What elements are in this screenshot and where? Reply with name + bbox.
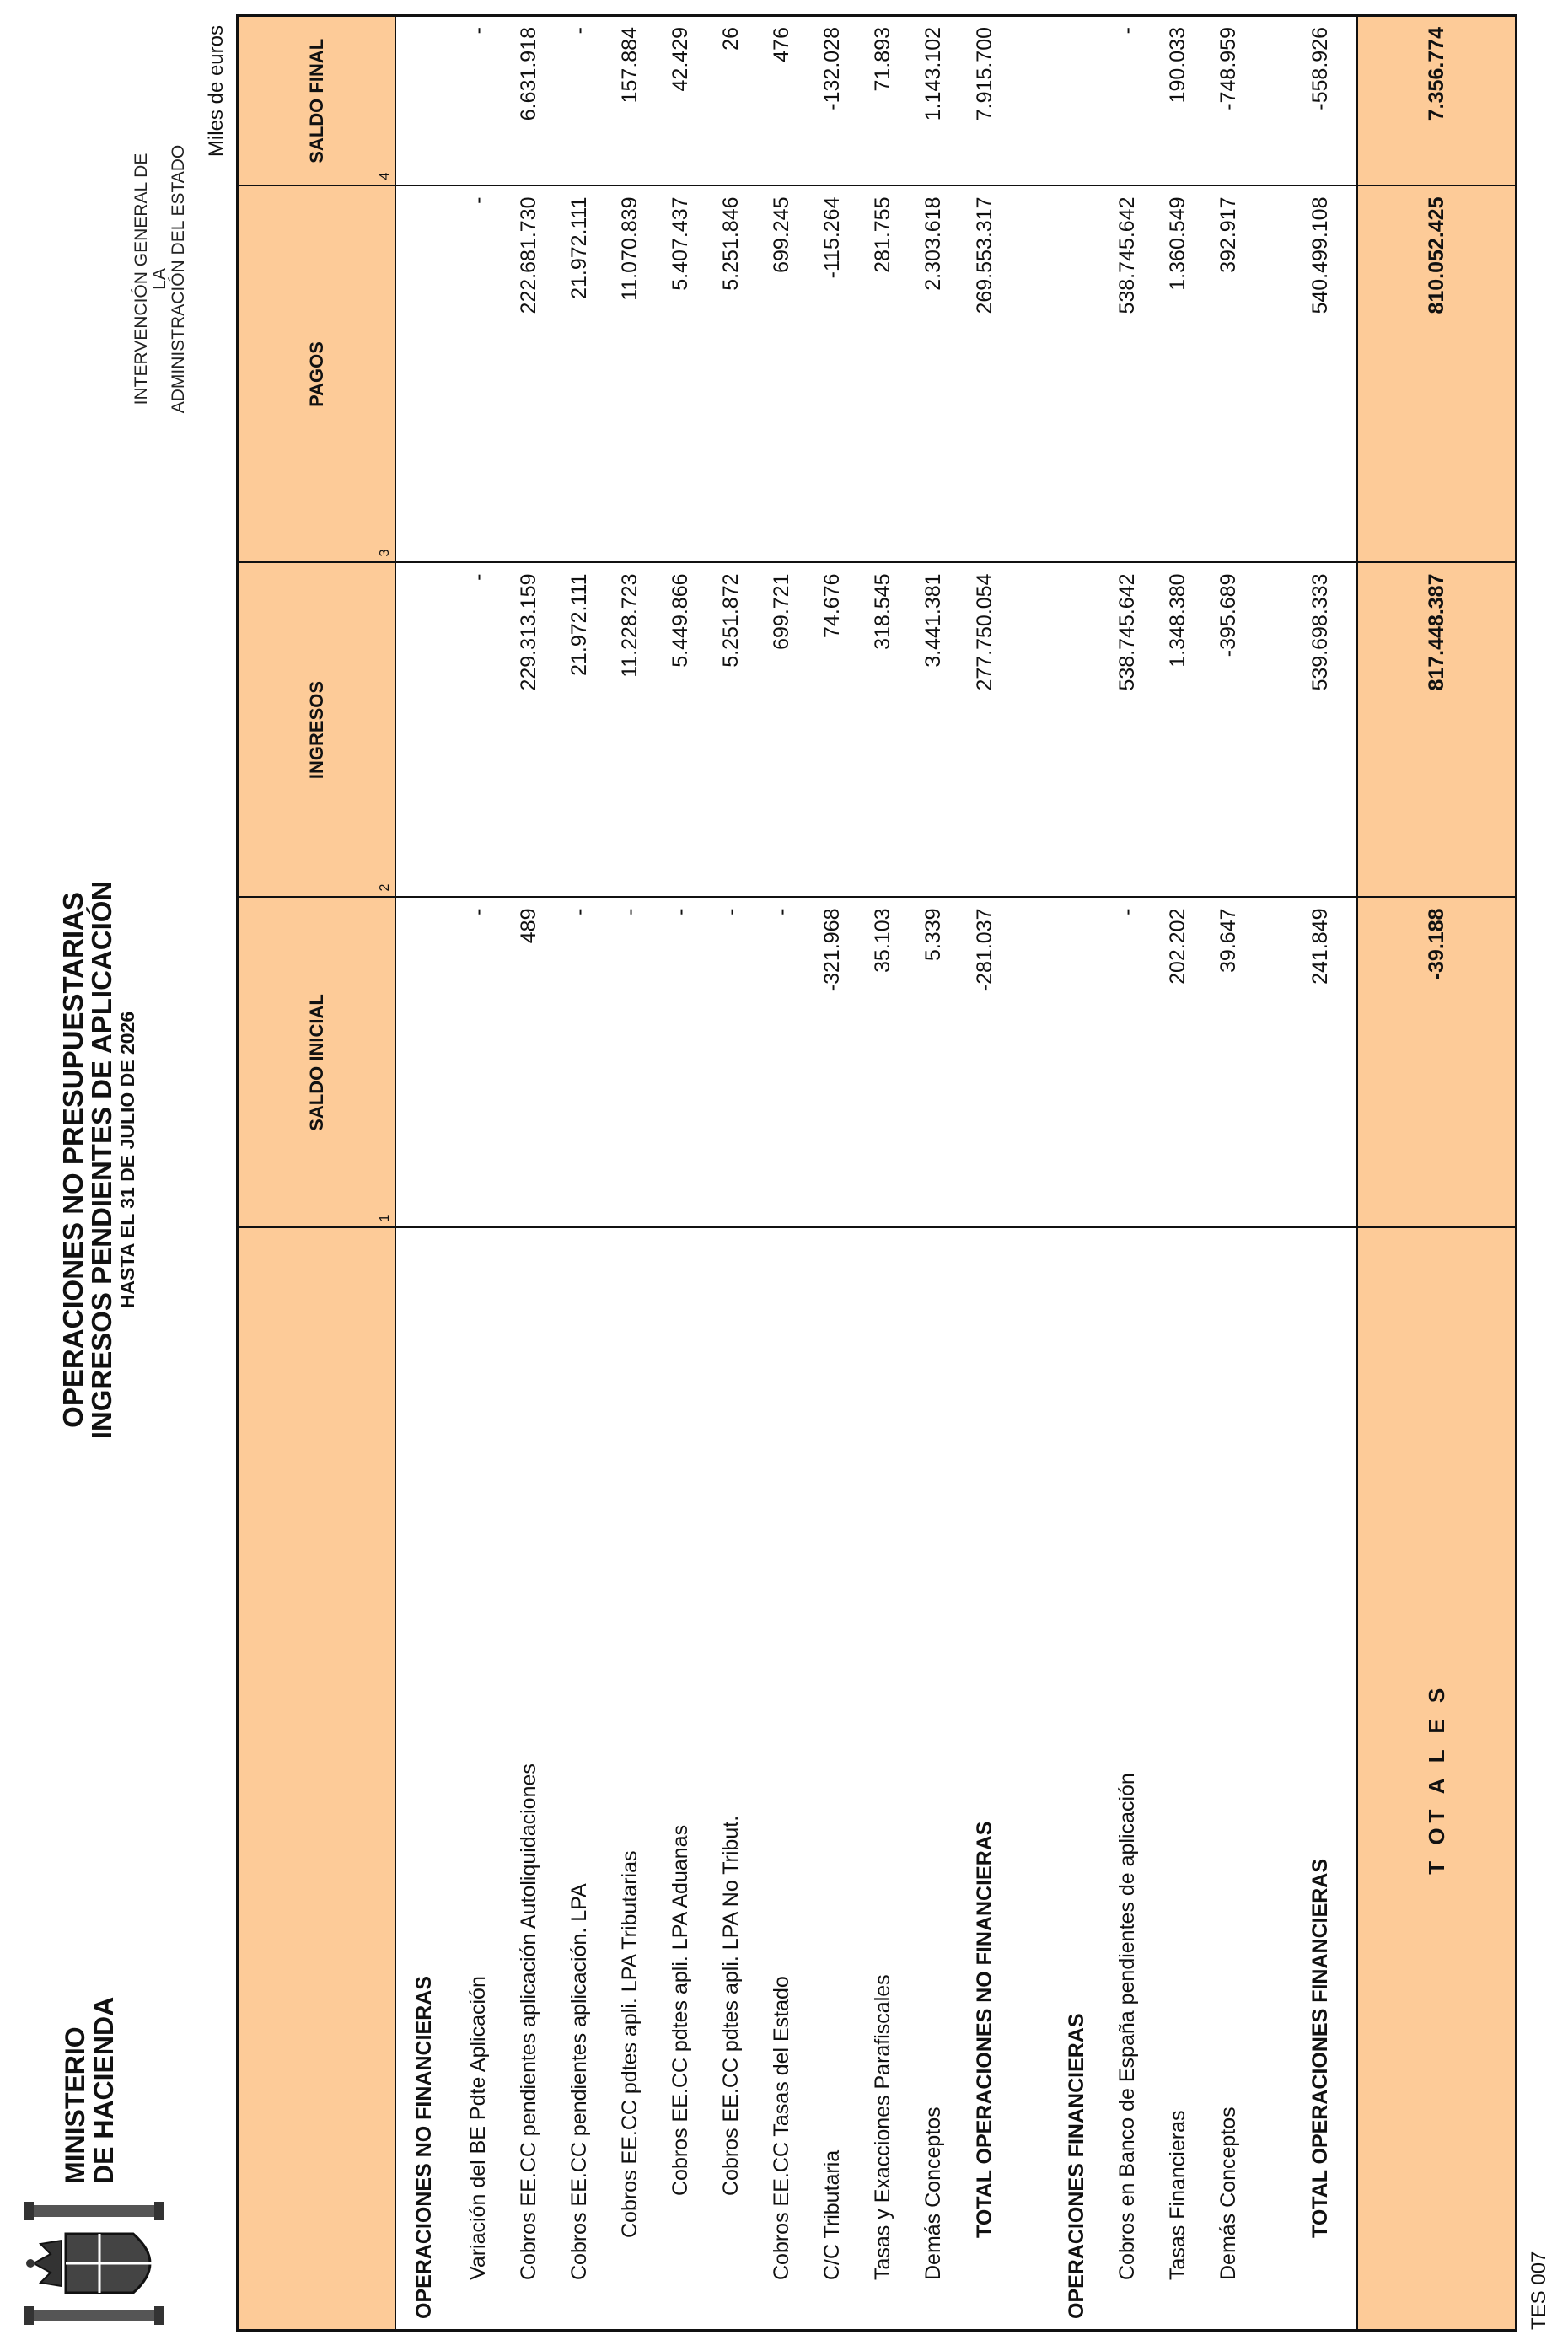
totals-value: 7.356.774 (1357, 16, 1517, 186)
row-label: Tasas y Exacciones Parafiscales (857, 1228, 908, 2331)
title-line-1: OPERACIONES NO PRESUPUESTARIAS (57, 892, 89, 1428)
cell-value: - (554, 898, 604, 1228)
table-row (1011, 16, 1051, 2331)
cell-value: 392.917 (1203, 186, 1254, 563)
row-label: Cobros EE.CC pendientes aplicación Autoliquidaciones (503, 1228, 554, 2331)
empty-cell (1346, 16, 1357, 186)
cell-value: 5.407.437 (655, 186, 706, 563)
cell-value: -748.959 (1203, 16, 1254, 186)
units-label: Miles de euros (205, 25, 228, 158)
cell-value: 5.339 (908, 898, 959, 1228)
header-saldo-inicial: SALDO INICIAL 1 (238, 898, 396, 1228)
agency-name (132, 144, 188, 414)
cell-value (1011, 186, 1051, 563)
cell-value: -558.926 (1294, 16, 1346, 186)
cell-value: 5.251.872 (706, 563, 756, 898)
ministry-line-2: DE HACIENDA (89, 1996, 119, 2184)
cell-value: 39.647 (1203, 898, 1254, 1228)
table-row (503, 16, 554, 2331)
cell-value: 7.915.700 (959, 16, 1011, 186)
cell-value: 539.698.333 (1294, 563, 1346, 898)
cell-value (1011, 563, 1051, 898)
table-row (857, 16, 908, 2331)
cell-value (1051, 186, 1102, 563)
cell-value: -281.037 (959, 898, 1011, 1228)
cell-value: 538.745.642 (1102, 186, 1152, 563)
cell-value: 1.360.549 (1152, 186, 1203, 563)
cell-value: 11.070.839 (604, 186, 655, 563)
table-row (706, 16, 756, 2331)
totals-label: T OT A L E S (1357, 1228, 1517, 2331)
cell-value: 1.348.380 (1152, 563, 1203, 898)
cell-value: 277.750.054 (959, 563, 1011, 898)
cell-value: - (1102, 898, 1152, 1228)
row-label: OPERACIONES NO FINANCIERAS (395, 1228, 453, 2331)
cell-value: 11.228.723 (604, 563, 655, 898)
header-concept (238, 1228, 396, 2331)
cell-value (1011, 898, 1051, 1228)
header-ingresos: INGRESOS 2 (238, 563, 396, 898)
totals-value: 810.052.425 (1357, 186, 1517, 563)
row-label (1254, 1228, 1294, 2331)
cell-value: 538.745.642 (1102, 563, 1152, 898)
ministry-line-1: MINISTERIO (60, 2026, 90, 2184)
cell-value: - (554, 16, 604, 186)
report-title (59, 722, 138, 1598)
cell-value: - (453, 186, 503, 563)
cell-value (395, 563, 453, 898)
cell-value: -132.028 (807, 16, 857, 186)
table-row (554, 16, 604, 2331)
table-row (453, 16, 503, 2331)
cell-value (1011, 16, 1051, 186)
cell-value (1051, 16, 1102, 186)
cell-value: 190.033 (1152, 16, 1203, 186)
report-code: TES 007 (1528, 2251, 1550, 2330)
row-label: Tasas Financieras (1152, 1228, 1203, 2331)
row-label: Demás Conceptos (1203, 1228, 1254, 2331)
cell-value: - (706, 898, 756, 1228)
table-row (908, 16, 959, 2331)
cell-value: 222.681.730 (503, 186, 554, 563)
cell-value: 42.429 (655, 16, 706, 186)
cell-value: -321.968 (807, 898, 857, 1228)
cell-value: - (655, 898, 706, 1228)
cell-value: 281.755 (857, 186, 908, 563)
cell-value (1051, 898, 1102, 1228)
table-row (1254, 16, 1294, 2331)
empty-cell (1346, 1228, 1357, 2331)
row-label: Variación del BE Pdte Aplicación (453, 1228, 503, 2331)
cell-value (395, 898, 453, 1228)
table-row (756, 16, 807, 2331)
table-row (1203, 16, 1254, 2331)
cell-value: - (1102, 16, 1152, 186)
cell-value: 26 (706, 16, 756, 186)
cell-value: 202.202 (1152, 898, 1203, 1228)
cell-value: 5.251.846 (706, 186, 756, 563)
cell-value: 21.972.111 (554, 563, 604, 898)
cell-value: - (453, 898, 503, 1228)
row-label: OPERACIONES FINANCIERAS (1051, 1228, 1102, 2331)
table-row (655, 16, 706, 2331)
agency-line-1: INTERVENCIÓN GENERAL DE LA (132, 153, 169, 405)
table-header-row (238, 16, 396, 2331)
cell-value: 699.245 (756, 186, 807, 563)
cell-value (1254, 563, 1294, 898)
cell-value: 699.721 (756, 563, 807, 898)
cell-value (1254, 898, 1294, 1228)
row-label: C/C Tributaria (807, 1228, 857, 2331)
header-saldo-final: SALDO FINAL 4 (238, 16, 396, 186)
cell-value: 229.313.159 (503, 563, 554, 898)
operations-table (236, 14, 1517, 2332)
ministry-name (61, 1997, 118, 2184)
table-row (395, 16, 453, 2331)
totals-value: -39.188 (1357, 898, 1517, 1228)
cell-value: 2.303.618 (908, 186, 959, 563)
row-label: Cobros en Banco de España pendientes de aplicación (1102, 1228, 1152, 2331)
coat-of-arms-icon (15, 2200, 171, 2327)
table-row (959, 16, 1011, 2331)
empty-cell (1346, 563, 1357, 898)
cell-value: 241.849 (1294, 898, 1346, 1228)
cell-value: 35.103 (857, 898, 908, 1228)
title-line-3: HASTA EL 31 DE JULIO DE 2026 (116, 1011, 138, 1309)
column-number: 1 (378, 1214, 392, 1222)
cell-value: 74.676 (807, 563, 857, 898)
cell-value (395, 16, 453, 186)
empty-cell (1346, 898, 1357, 1228)
cell-value: 476 (756, 16, 807, 186)
agency-line-2: ADMINISTRACIÓN DEL ESTADO (169, 144, 188, 414)
column-number: 2 (378, 883, 392, 892)
table-row (604, 16, 655, 2331)
cell-value: 21.972.111 (554, 186, 604, 563)
table-row (1294, 16, 1346, 2331)
cell-value: - (453, 563, 503, 898)
row-label: Demás Conceptos (908, 1228, 959, 2331)
column-number: 3 (378, 549, 392, 557)
cell-value: 6.631.918 (503, 16, 554, 186)
cell-value: - (604, 898, 655, 1228)
cell-value (1254, 16, 1294, 186)
cell-value: 3.441.381 (908, 563, 959, 898)
totals-row (1357, 16, 1517, 2331)
table-row (1051, 16, 1102, 2331)
cell-value (395, 186, 453, 563)
title-line-2: INGRESOS PENDIENTES DE APLICACIÓN (86, 880, 117, 1440)
totals-value: 817.448.387 (1357, 563, 1517, 898)
cell-value: 269.553.317 (959, 186, 1011, 563)
row-label: TOTAL OPERACIONES FINANCIERAS (1294, 1228, 1346, 2331)
row-label: Cobros EE.CC pendientes aplicación. LPA (554, 1228, 604, 2331)
row-label: Cobros EE.CC pdtes apli. LPA No Tribut. (706, 1228, 756, 2331)
cell-value: 540.499.108 (1294, 186, 1346, 563)
cell-value: - (453, 16, 503, 186)
cell-value: 1.143.102 (908, 16, 959, 186)
cell-value: -115.264 (807, 186, 857, 563)
cell-value: -395.689 (1203, 563, 1254, 898)
cell-value: 71.893 (857, 16, 908, 186)
row-label: Cobros EE.CC pdtes apli. LPA Tributarias (604, 1228, 655, 2331)
row-label: Cobros EE.CC pdtes apli. LPA Aduanas (655, 1228, 706, 2331)
row-label: TOTAL OPERACIONES NO FINANCIERAS (959, 1228, 1011, 2331)
header-pagos: PAGOS 3 (238, 186, 396, 563)
row-label: Cobros EE.CC Tasas del Estado (756, 1228, 807, 2331)
row-label (1011, 1228, 1051, 2331)
table-row (1102, 16, 1152, 2331)
cell-value (1254, 186, 1294, 563)
cell-value: 489 (503, 898, 554, 1228)
filler-row (1346, 16, 1357, 2331)
cell-value: 318.545 (857, 563, 908, 898)
cell-value (1051, 563, 1102, 898)
table-row (1152, 16, 1203, 2331)
table-row (807, 16, 857, 2331)
cell-value: 157.884 (604, 16, 655, 186)
cell-value: - (756, 898, 807, 1228)
empty-cell (1346, 186, 1357, 563)
column-number: 4 (378, 172, 392, 180)
cell-value: 5.449.866 (655, 563, 706, 898)
